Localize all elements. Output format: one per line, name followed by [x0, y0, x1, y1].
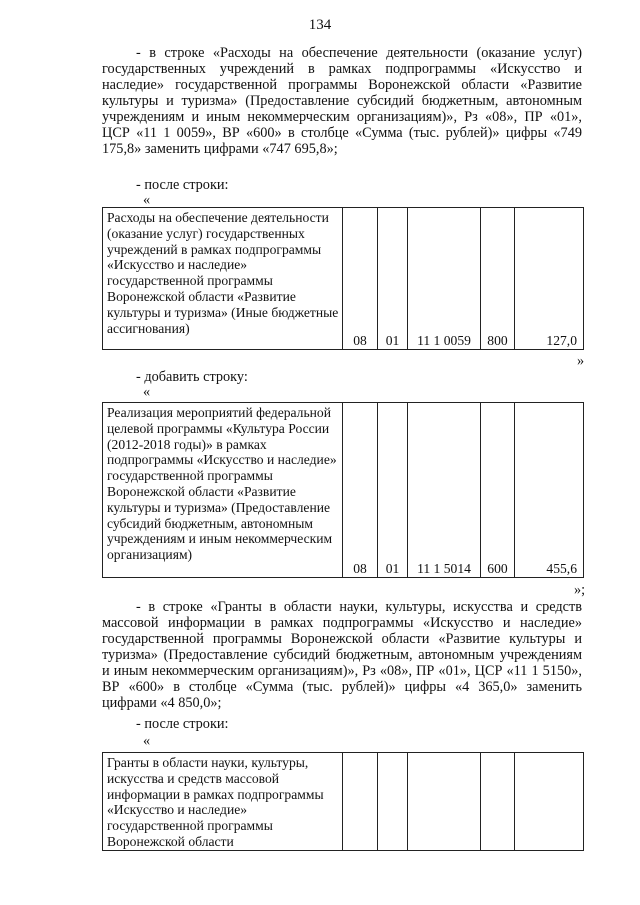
csr-cell: 11 1 0059 — [408, 208, 481, 350]
vr-cell: 600 — [481, 403, 515, 578]
sum-cell: 455,6 — [515, 403, 584, 578]
close-quote-1: » — [577, 353, 585, 369]
row-description: Расходы на обеспечение деятельности (оказание услуг) государственных учреждений в рамках подпрограммы «Искусство и наследие» государственной программы Воронежской области «Развитие культуры и туризма» (Иные бюджетные ассигнования) — [103, 208, 343, 350]
row-description: Гранты в области науки, культуры, искусства и средств массовой информации в рамках подпрограммы «Искусство и наследие» государственной программы Воронежской области — [103, 753, 343, 851]
pr-cell — [378, 753, 408, 851]
table-row — [103, 403, 584, 578]
pr-cell: 01 — [378, 208, 408, 350]
row-description: Реализация мероприятий федеральной целевой программы «Культура России (2012-2018 годы)» в рамках подпрограммы «Искусство и наследие» государственной программы Воронежской области «Развитие культуры и туризма» (Предоставление субсидий бюджетным, автономным учреждениям и иным некоммерческим организациям) — [103, 403, 343, 578]
close-quote-2: »; — [574, 582, 586, 598]
open-quote-1: « — [143, 192, 151, 208]
instruction-after-row-1: - после строки: — [136, 177, 229, 193]
csr-cell — [408, 753, 481, 851]
open-quote-3: « — [143, 733, 151, 749]
table-row — [103, 753, 584, 851]
csr-cell: 11 1 5014 — [408, 403, 481, 578]
sum-cell — [515, 753, 584, 851]
table-row — [103, 208, 584, 350]
vr-cell: 800 — [481, 208, 515, 350]
rz-cell: 08 — [343, 208, 378, 350]
instruction-after-row-2: - после строки: — [136, 716, 229, 732]
page-number: 134 — [308, 17, 332, 33]
sum-cell: 127,0 — [515, 208, 584, 350]
instruction-add-row: - добавить строку: — [136, 369, 248, 385]
amendment-paragraph-2: - в строке «Гранты в области науки, культуры, искусства и средств массовой информации в рамках подпрограммы «Искусство и наследие» государственной программы Воронежской области «Развитие культуры и туризма» (Предоставление субсидий бюджетным, автономным учреждениям и иным некоммерческим организациям)», Рз «08», ПР «01», ЦСР «11 1 5150», ВР «600» в столбце «Сумма (тыс. рублей)» цифры «4 365,0» заменить цифрами «4 850,0»; — [102, 599, 582, 711]
open-quote-2: « — [143, 384, 151, 400]
budget-table-1 — [102, 207, 584, 350]
amendment-paragraph-1: - в строке «Расходы на обеспечение деятельности (оказание услуг) государственных учреждений в рамках подпрограммы «Искусство и наследие» государственной программы Воронежской области «Развитие культуры и туризма» (Предоставление субсидий бюджетным, автономным учреждениям и иным некоммерческим организациям)», Рз «08», ПР «01», ЦСР «11 1 0059», ВР «600» в столбце «Сумма (тыс. рублей)» цифры «749 175,8» заменить цифрами «747 695,8»; — [102, 45, 582, 157]
rz-cell: 08 — [343, 403, 378, 578]
vr-cell — [481, 753, 515, 851]
budget-table-2 — [102, 402, 584, 578]
rz-cell — [343, 753, 378, 851]
pr-cell: 01 — [378, 403, 408, 578]
budget-table-3 — [102, 752, 584, 851]
